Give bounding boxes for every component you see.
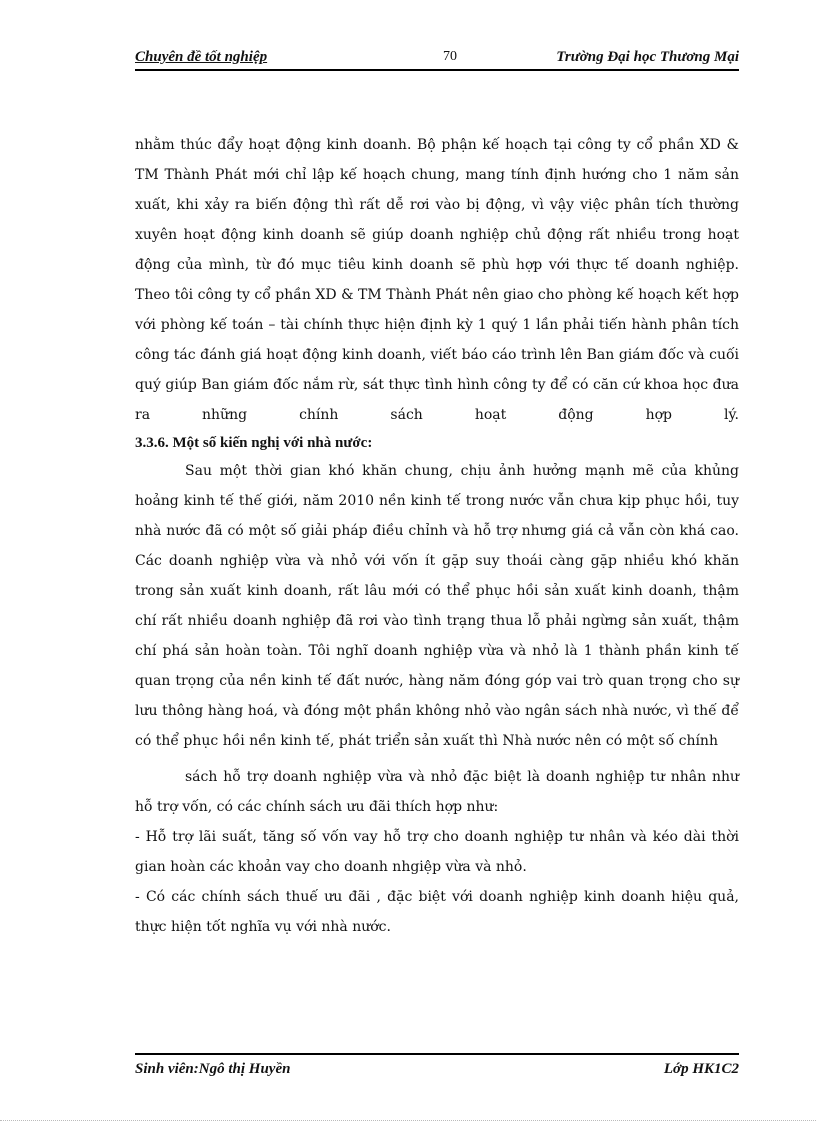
page-number: 70 — [443, 49, 457, 64]
page-footer — [135, 1053, 739, 1085]
page-bottom-edge — [0, 1120, 816, 1121]
header-university: Trường Đại học Thương Mại — [556, 49, 739, 65]
paragraph-support-policies: sách hỗ trợ doanh nghiệp vừa và nhỏ đặc biệt là doanh nghiệp tư nhân như hỗ trợ vốn, có các chính sách ưu đãi thích hợp như: — [135, 769, 739, 815]
footer-student-name: Sinh viên:Ngô thị Huyền — [135, 1061, 291, 1077]
page-header — [135, 47, 739, 71]
section-heading: 3.3.6. Một số kiến nghị với nhà nước: — [135, 435, 373, 451]
header-title: Chuyên đề tốt nghiệp — [135, 49, 268, 65]
paragraph-economic-context: Sau một thời gian khó khăn chung, chịu ảnh hưởng mạnh mẽ của khủng hoảng kinh tế thế giới, năm 2010 nền kinh tế trong nước vẫn chưa kịp phục hồi, tuy nhà nước đã có một số giải pháp điều chỉnh và hỗ trợ nhưng giá cả vẫn còn khá cao. Các doanh nghiệp vừa và nhỏ với vốn ít gặp suy thoái càng gặp nhiều khó khăn trong sản xuất kinh doanh, rất lâu mới có thể phục hồi sản xuất kinh doanh, thậm chí rất nhiều doanh nghiệp đã rơi vào tình trạng thua lỗ phải ngừng sản xuất, thậm chí phá sản hoàn toàn. Tôi nghĩ doanh nghiệp vừa và nhỏ là 1 thành phần kinh tế quan trọng của nền kinh tế đất nước, hàng năm đóng góp vai trò quan trọng cho sự lưu thông hàng hoá, và đóng một phần không nhỏ vào ngân sách nhà nước, vì thế để có thể phục hồi nền kinh tế, phát triển sản xuất thì Nhà nước nên có một số chính — [135, 463, 739, 749]
bullet-tax-incentives: - Có các chính sách thuế ưu đãi , đặc biệt với doanh nghiệp kinh doanh hiệu quả, thực hiện tốt nghĩa vụ với nhà nước. — [135, 889, 739, 935]
paragraph-business-planning: nhằm thúc đẩy hoạt động kinh doanh. Bộ phận kế hoạch tại công ty cổ phần XD & TM Thành Phát mới chỉ lập kế hoạch chung, mang tính định hướng cho 1 năm sản xuất, khi xảy ra biến động thì rất dễ rơi vào bị động, vì vậy việc phân tích thường xuyên hoạt động kinh doanh sẽ giúp doanh nghiệp chủ động rất nhiều trong hoạt động của mình, từ đó mục tiêu kinh doanh sẽ phù hợp với thực tế doanh nghiệp. Theo tôi công ty cổ phần XD & TM Thành Phát nên giao cho phòng kế hoạch kết hợp với phòng kế toán – tài chính thực hiện định kỳ 1 quý 1 lần phải tiến hành phân tích công tác đánh giá hoạt động kinh doanh, viết báo cáo trình lên Ban giám đốc và cuối quý giúp Ban giám đốc nắm rừ, sát thực tình hình công ty để có căn cứ khoa học đưa ra những chính sách hoạt động hợp lý. — [135, 137, 739, 423]
document-body — [135, 130, 739, 942]
bullet-interest-support: - Hỗ trợ lãi suất, tăng số vốn vay hỗ trợ cho doanh nghiệp tư nhân và kéo dài thời gian hoàn các khoản vay cho doanh nhgiệp vừa và nhỏ. — [135, 829, 739, 875]
footer-class: Lớp HK1C2 — [663, 1061, 739, 1077]
